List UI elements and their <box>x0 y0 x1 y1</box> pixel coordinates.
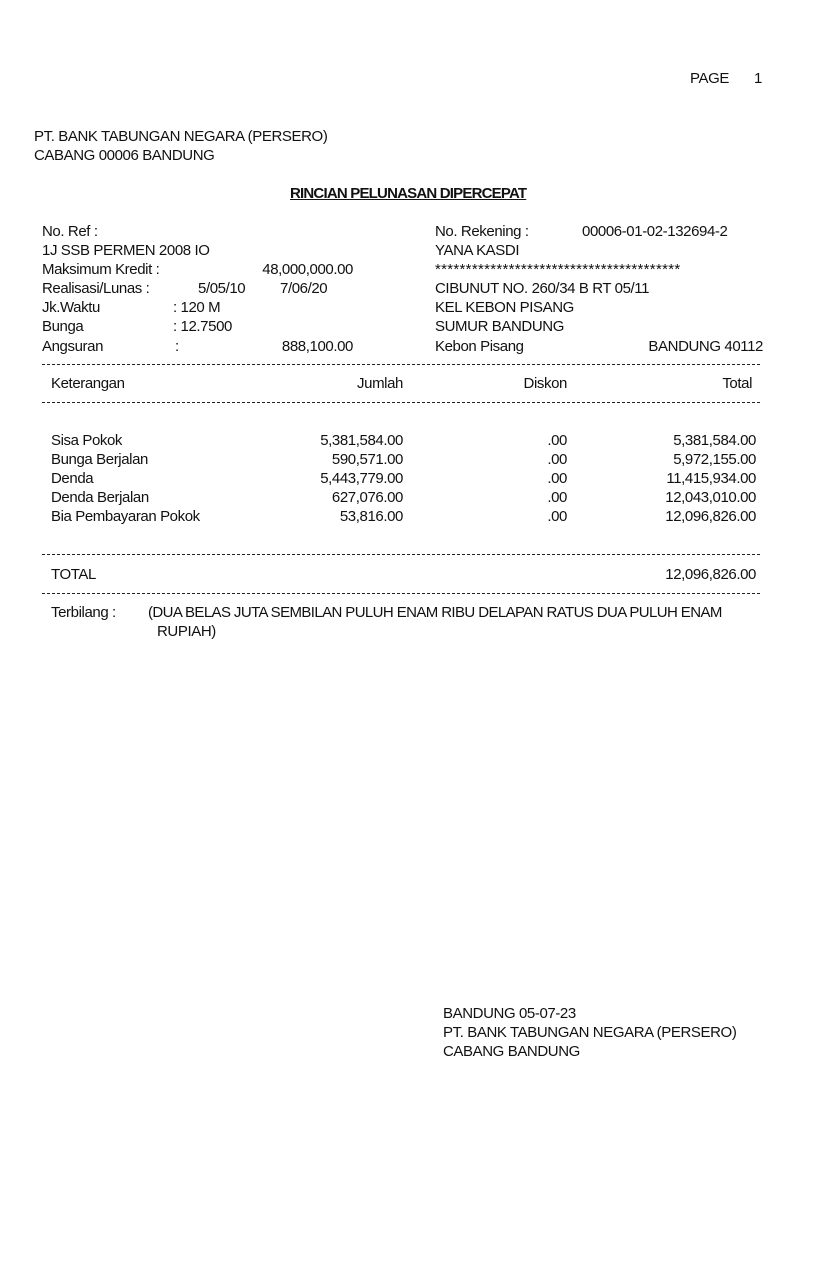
signature-place-date: BANDUNG 05-07-23 <box>443 1005 576 1022</box>
ref-value: 1J SSB PERMEN 2008 IO <box>42 242 210 259</box>
row-keterangan: Sisa Pokok <box>51 432 123 449</box>
row-total: 12,043,010.00 <box>665 489 756 506</box>
bunga-label: Bunga <box>42 318 84 335</box>
divider <box>42 364 760 365</box>
rekening-value: 00006-01-02-132694-2 <box>582 223 728 240</box>
signature-branch: CABANG BANDUNG <box>443 1043 580 1060</box>
header-total: Total <box>722 375 752 392</box>
rekening-label: No. Rekening : <box>435 223 529 240</box>
address-line-4-right: BANDUNG 40112 <box>648 338 763 355</box>
row-total: 5,381,584.00 <box>673 432 756 449</box>
row-total: 12,096,826.00 <box>665 508 756 525</box>
row-keterangan: Denda <box>51 470 94 487</box>
bunga-value: : 12.7500 <box>173 318 232 335</box>
page-number: 1 <box>754 70 762 87</box>
address-line-2: KEL KEBON PISANG <box>435 299 574 316</box>
row-diskon: .00 <box>547 432 567 449</box>
maks-kredit-value: 48,000,000.00 <box>262 261 353 278</box>
divider <box>42 402 760 403</box>
page-label: PAGE <box>690 70 729 87</box>
header-diskon: Diskon <box>523 375 567 392</box>
row-diskon: .00 <box>547 508 567 525</box>
divider <box>42 593 760 594</box>
row-keterangan: Denda Berjalan <box>51 489 149 506</box>
row-diskon: .00 <box>547 470 567 487</box>
jangka-waktu-label: Jk.Waktu <box>42 299 100 316</box>
row-keterangan: Bunga Berjalan <box>51 451 148 468</box>
terbilang-line-1: (DUA BELAS JUTA SEMBILAN PULUH ENAM RIBU DELAPAN RATUS DUA PULUH ENAM <box>148 604 722 621</box>
realisasi-label: Realisasi/Lunas : <box>42 280 150 297</box>
row-jumlah: 5,381,584.00 <box>320 432 403 449</box>
ref-label: No. Ref : <box>42 223 98 240</box>
row-total: 11,415,934.00 <box>666 470 756 487</box>
terbilang-label: Terbilang : <box>51 604 116 621</box>
bank-name: PT. BANK TABUNGAN NEGARA (PERSERO) <box>34 128 328 145</box>
total-label: TOTAL <box>51 566 96 583</box>
row-diskon: .00 <box>547 451 567 468</box>
row-jumlah: 5,443,779.00 <box>320 470 403 487</box>
angsuran-colon: : <box>175 338 179 355</box>
row-diskon: .00 <box>547 489 567 506</box>
lunas-value: 7/06/20 <box>280 280 328 297</box>
masked-line: **************************************** <box>435 261 681 278</box>
angsuran-label: Angsuran <box>42 338 104 355</box>
address-line-1: CIBUNUT NO. 260/34 B RT 05/11 <box>435 280 650 297</box>
row-jumlah: 53,816.00 <box>339 508 403 525</box>
row-jumlah: 627,076.00 <box>331 489 403 506</box>
angsuran-value: 888,100.00 <box>281 338 353 355</box>
bank-branch: CABANG 00006 BANDUNG <box>34 147 215 164</box>
customer-name: YANA KASDI <box>435 242 520 259</box>
address-line-4-left: Kebon Pisang <box>435 338 524 355</box>
signature-bank: PT. BANK TABUNGAN NEGARA (PERSERO) <box>443 1024 737 1041</box>
address-line-3: SUMUR BANDUNG <box>435 318 564 335</box>
realisasi-value: 5/05/10 <box>198 280 246 297</box>
document-title: RINCIAN PELUNASAN DIPERCEPAT <box>290 185 527 202</box>
header-jumlah: Jumlah <box>357 375 403 392</box>
row-jumlah: 590,571.00 <box>331 451 403 468</box>
row-total: 5,972,155.00 <box>673 451 756 468</box>
maks-kredit-label: Maksimum Kredit : <box>42 261 160 278</box>
total-value: 12,096,826.00 <box>665 566 756 583</box>
header-keterangan: Keterangan <box>51 375 125 392</box>
jangka-waktu-value: : 120 M <box>173 299 221 316</box>
row-keterangan: Bia Pembayaran Pokok <box>51 508 200 525</box>
terbilang-line-2: RUPIAH) <box>157 623 216 640</box>
divider <box>42 554 760 555</box>
